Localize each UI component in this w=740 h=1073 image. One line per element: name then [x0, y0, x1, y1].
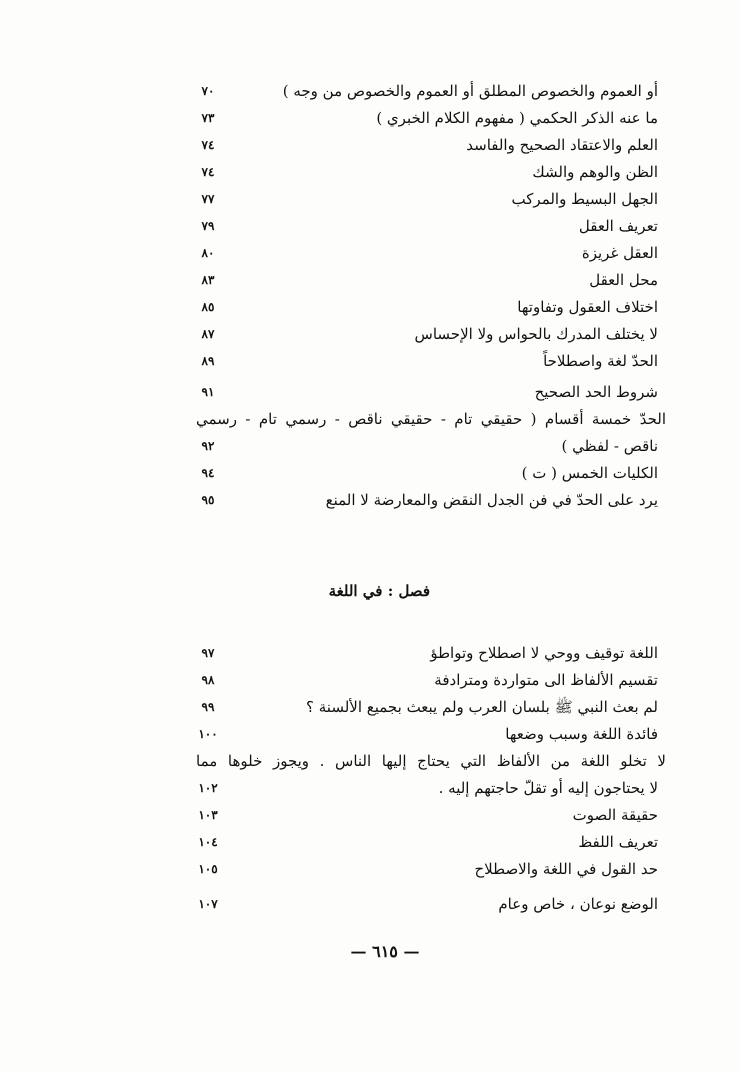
- entry-title: ما عنه الذكر الحكمي ( مفهوم الكلام الخبري ): [376, 109, 658, 127]
- entry-page: ١٠٥: [198, 862, 218, 876]
- toc-entry: [196, 891, 658, 918]
- entry-title: ناقص - لفظي ): [561, 437, 658, 455]
- entry-page: ٧٠: [201, 84, 215, 98]
- entry-title: الحدّ لغة واصطلاحاً: [543, 352, 658, 370]
- toc-entry: [196, 78, 658, 105]
- entry-title: لا تخلو اللغة من الألفاظ التي يحتاج إليها الناس . ويجوز خلوها مما: [196, 752, 666, 770]
- entry-title: العلم والاعتقاد الصحيح والفاسد: [466, 136, 658, 154]
- toc-entry: [196, 105, 658, 132]
- toc-entry: [196, 460, 658, 487]
- entry-page: ١٠٠: [198, 727, 218, 741]
- toc-entry: [196, 267, 658, 294]
- entry-title: الجهل البسيط والمركب: [511, 190, 658, 208]
- toc-entry: [196, 379, 658, 406]
- toc-entry: [196, 667, 658, 694]
- entry-title: الظن والوهم والشك: [532, 163, 658, 181]
- entry-title: اللغة توقيف ووحي لا اصطلاح وتواطؤ: [430, 644, 658, 662]
- toc-entry: [196, 829, 658, 856]
- toc-entry: [196, 748, 666, 775]
- toc-entry: [196, 240, 658, 267]
- entry-page: ٨٥: [201, 300, 215, 314]
- toc-entry: [196, 186, 658, 213]
- entry-title: تعريف العقل: [578, 217, 658, 235]
- entry-title: حقيقة الصوت: [572, 806, 658, 824]
- entry-page: ١٠٤: [198, 835, 218, 849]
- entry-page: ١٠٣: [198, 808, 218, 822]
- entry-title: تعريف اللفظ: [578, 833, 658, 851]
- entry-page: ٧٤: [201, 138, 215, 152]
- entry-title: لا يختلف المدرك بالحواس ولا الإحساس: [414, 325, 658, 343]
- entry-page: ٩١: [201, 385, 215, 399]
- entry-page: ٨٠: [201, 246, 215, 260]
- entry-page: ٩٤: [201, 466, 215, 480]
- toc-section-1: [196, 78, 666, 514]
- entry-page: ٩٢: [201, 439, 215, 453]
- entry-title: الوضع نوعان ، خاص وعام: [498, 895, 658, 913]
- toc-entry: [196, 348, 658, 375]
- entry-title: يرد على الحدّ في فن الجدل النقض والمعارضة لا المنع: [325, 491, 658, 509]
- entry-title: شروط الحد الصحيح: [534, 383, 658, 401]
- entry-page: ٨٧: [201, 327, 215, 341]
- entry-page: ٩٨: [201, 673, 215, 687]
- toc-entry: [196, 132, 658, 159]
- toc-entry: [196, 856, 658, 883]
- toc-entry: [196, 294, 658, 321]
- toc-entry: [196, 694, 658, 721]
- toc-entry: [196, 321, 658, 348]
- toc-entry: [196, 775, 658, 802]
- entry-title: أو العموم والخصوص المطلق أو العموم والخصوص من وجه ): [282, 82, 658, 100]
- toc-entry: [196, 406, 666, 433]
- entry-page: ٩٥: [201, 493, 215, 507]
- entry-page: ٩٩: [201, 700, 215, 714]
- toc-entry: [196, 433, 658, 460]
- entry-page: ٧٩: [201, 219, 215, 233]
- toc-entry: [196, 802, 658, 829]
- toc-section-2: [196, 640, 666, 918]
- entry-title: حد القول في اللغة والاصطلاح: [474, 860, 658, 878]
- entry-title: فائدة اللغة وسبب وضعها: [505, 725, 658, 743]
- entry-page: ٨٩: [201, 354, 215, 368]
- entry-title: تقسيم الألفاظ الى متواردة ومترادفة: [434, 671, 658, 689]
- entry-title: الحدّ خمسة أقسام ( حقيقي تام - حقيقي ناقص - رسمي تام - رسمي: [196, 410, 666, 428]
- entry-title: لا يحتاجون إليه أو تقلّ حاجتهم إليه .: [438, 779, 658, 797]
- toc-entry: [196, 213, 658, 240]
- section-heading: فصل : في اللغة: [328, 582, 430, 600]
- toc-entry: [196, 487, 658, 514]
- toc-entry: [196, 159, 658, 186]
- toc-entry: [196, 640, 658, 667]
- page-number: — ٦١٥ —: [350, 942, 420, 961]
- toc-entry: [196, 721, 658, 748]
- entry-title: الكليات الخمس ( ت ): [521, 464, 658, 482]
- entry-title: اختلاف العقول وتفاوتها: [517, 298, 658, 316]
- entry-page: ٧٤: [201, 165, 215, 179]
- entry-page: ١٠٢: [198, 781, 218, 795]
- entry-page: ٧٧: [201, 192, 215, 206]
- entry-page: ٨٣: [201, 273, 215, 287]
- entry-page: ٧٣: [201, 111, 215, 125]
- entry-title: لم بعث النبي ﷺ بلسان العرب ولم يبعث بجميع الألسنة ؟: [306, 698, 658, 716]
- entry-title: العقل غريزة: [581, 244, 658, 262]
- entry-page: ٩٧: [201, 646, 215, 660]
- entry-page: ١٠٧: [198, 897, 218, 911]
- entry-title: محل العقل: [589, 271, 658, 289]
